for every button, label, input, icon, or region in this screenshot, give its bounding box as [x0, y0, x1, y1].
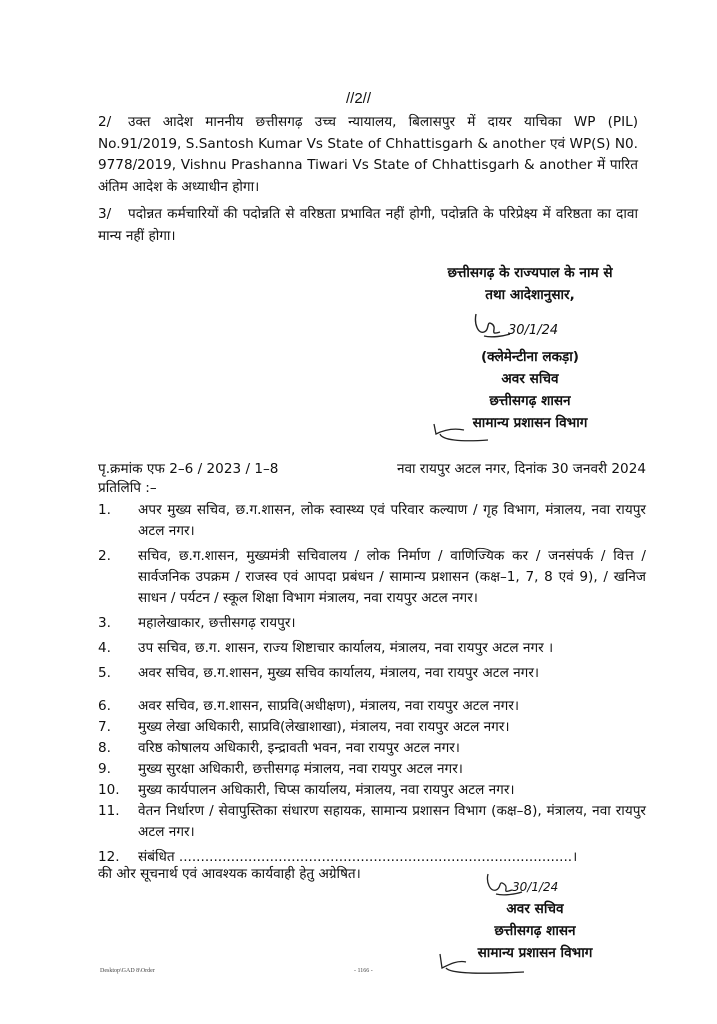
- place-date: नवा रायपुर अटल नगर, दिनांक 30 जनवरी 2024: [396, 461, 646, 477]
- list-text: मुख्य कार्यपालन अधिकारी, चिप्स कार्यालय, मंत्रालय, नवा रायपुर अटल नगर।: [138, 782, 515, 798]
- signatory-department-row: [390, 412, 670, 434]
- list-item: [98, 696, 646, 717]
- reference-row: [98, 458, 646, 477]
- forward-note: की ओर सूचनार्थ एवं आवश्यक कार्यवाही हेतु अग्रेषित।: [98, 866, 361, 882]
- list-number: 7.: [98, 719, 111, 735]
- list-item: [98, 780, 646, 801]
- list-text: महालेखाकार, छत्तीसगढ़ रायपुर।: [138, 615, 296, 631]
- signatory-designation: अवर सचिव: [501, 371, 559, 387]
- list-number: 9.: [98, 761, 111, 777]
- list-text: अवर सचिव, छ.ग.शासन, साप्रवि(अधीक्षण), मंत्रालय, नवा रायपुर अटल नगर।: [138, 698, 520, 714]
- list-text: अपर मुख्य सचिव, छ.ग.शासन, लोक स्वास्थ्य एवं परिवार कल्याण / गृह विभाग, मंत्रालय, नवा रायपुर अटल नगर।: [138, 502, 646, 539]
- paragraph-text: पदोन्नत कर्मचारियों की पदोन्नति से वरिष्ठता प्रभावित नहीं होगी, पदोन्नति के परिप्रेक्ष्य में वरिष्ठता का दावा मान्य नहीं होगा।: [98, 206, 638, 244]
- list-number: 1.: [98, 502, 111, 518]
- list-text: उप सचिव, छ.ग. शासन, राज्य शिष्टाचार कार्यालय, मंत्रालय, नवा रायपुर अटल नगर ।: [138, 640, 554, 656]
- signatory-designation: अवर सचिव: [506, 901, 564, 917]
- list-item: [98, 546, 646, 609]
- list-text: वरिष्ठ कोषालय अधिकारी, इन्द्रावती भवन, नवा रायपुर अटल नगर।: [138, 740, 460, 756]
- copy-list: [98, 500, 646, 868]
- initial-mark-icon: [436, 950, 526, 976]
- signature-block-secondary: [420, 870, 650, 964]
- list-number: 2.: [98, 548, 111, 564]
- list-text: सचिव, छ.ग.शासन, मुख्यमंत्री सचिवालय / लोक निर्माण / वाणिज्यिक कर / जनसंपर्क / वित्त / सार्वजनिक उपक्रम / राजस्व एवं आपदा प्रबंधन / सामान्य प्रशासन (कक्ष–1, 7, 8 एवं 9), / खनिज साधन / पर्यटन / स्कूल शिक्षा विभाग मंत्रालय, नवा रायपुर अटल नगर।: [138, 548, 646, 606]
- list-text: मुख्य लेखा अधिकारी, साप्रवि(लेखाशाखा), मंत्रालय, नवा रायपुर अटल नगर।: [138, 719, 510, 735]
- list-item: [98, 759, 646, 780]
- footer-file-path: Desktop\GAD 8\Order: [100, 968, 155, 974]
- paragraph-text: उक्त आदेश माननीय छत्तीसगढ़ उच्च न्यायालय, बिलासपुर में दायर याचिका WP (PIL) No.91/2019, S.Santosh Kumar Vs State of Chhattisgarh & another एवं WP(S) N0. 9778/2019, Vishnu Prashanna Tiwari Vs State of Chhattisgarh & another में पारित अंतिम आदेश के अध्याधीन होगा।: [98, 114, 638, 195]
- page-number-marker: //2//: [345, 90, 371, 107]
- list-text: वेतन निर्धारण / सेवापुस्तिका संधारण सहायक, सामान्य प्रशासन विभाग (कक्ष–8), मंत्रालय, नवा रायपुर अटल नगर।: [138, 803, 646, 840]
- list-text: मुख्य सुरक्षा अधिकारी, छत्तीसगढ़ मंत्रालय, नवा रायपुर अटल नगर।: [138, 761, 463, 777]
- signatory-department-row: [420, 942, 650, 964]
- list-item: [98, 738, 646, 759]
- authority-line: छत्तीसगढ़ के राज्यपाल के नाम से: [447, 265, 613, 281]
- initial-mark-icon: [430, 420, 490, 442]
- list-item: [98, 717, 646, 738]
- list-item: [98, 801, 646, 843]
- signatory-govt: छत्तीसगढ़ शासन: [494, 923, 576, 939]
- list-number: 12.: [98, 849, 120, 865]
- signatory-department: सामान्य प्रशासन विभाग: [472, 415, 588, 431]
- list-number: 3.: [98, 615, 111, 631]
- signatory-department: सामान्य प्रशासन विभाग: [477, 945, 593, 961]
- handwritten-signature: [420, 870, 650, 898]
- paragraph-3: [98, 204, 638, 247]
- list-item: [98, 663, 646, 684]
- list-text: अवर सचिव, छ.ग.शासन, मुख्य सचिव कार्यालय, मंत्रालय, नवा रायपुर अटल नगर।: [138, 665, 540, 681]
- footer-page-code: - 1166 -: [354, 968, 373, 974]
- list-item: [98, 500, 646, 542]
- list-item: [98, 613, 646, 634]
- paragraph-2: [98, 112, 638, 198]
- list-number: 10.: [98, 782, 120, 798]
- signature-date: 30/1/24: [508, 323, 559, 338]
- paragraph-number: 3/: [98, 206, 112, 222]
- signatory-name: (क्लेमेन्टीना लकड़ा): [480, 349, 580, 365]
- signature-block-primary: [390, 262, 670, 434]
- paragraph-number: 2/: [98, 114, 112, 130]
- list-number: 8.: [98, 740, 111, 756]
- handwritten-signature: [390, 306, 670, 346]
- copy-label: प्रतिलिपि :–: [98, 480, 157, 496]
- authority-line-2: तथा आदेशानुसार,: [485, 287, 575, 303]
- list-number: 6.: [98, 698, 111, 714]
- list-number: 4.: [98, 640, 111, 656]
- list-number: 5.: [98, 665, 111, 681]
- reference-number: पृ.क्रमांक एफ 2–6 / 2023 / 1–8: [98, 461, 279, 477]
- signature-date: 30/1/24: [512, 880, 559, 894]
- list-number: 11.: [98, 803, 120, 819]
- signatory-govt: छत्तीसगढ़ शासन: [489, 393, 571, 409]
- list-text: संबंधित ...........................................................................................।: [138, 849, 578, 865]
- list-item: [98, 638, 646, 659]
